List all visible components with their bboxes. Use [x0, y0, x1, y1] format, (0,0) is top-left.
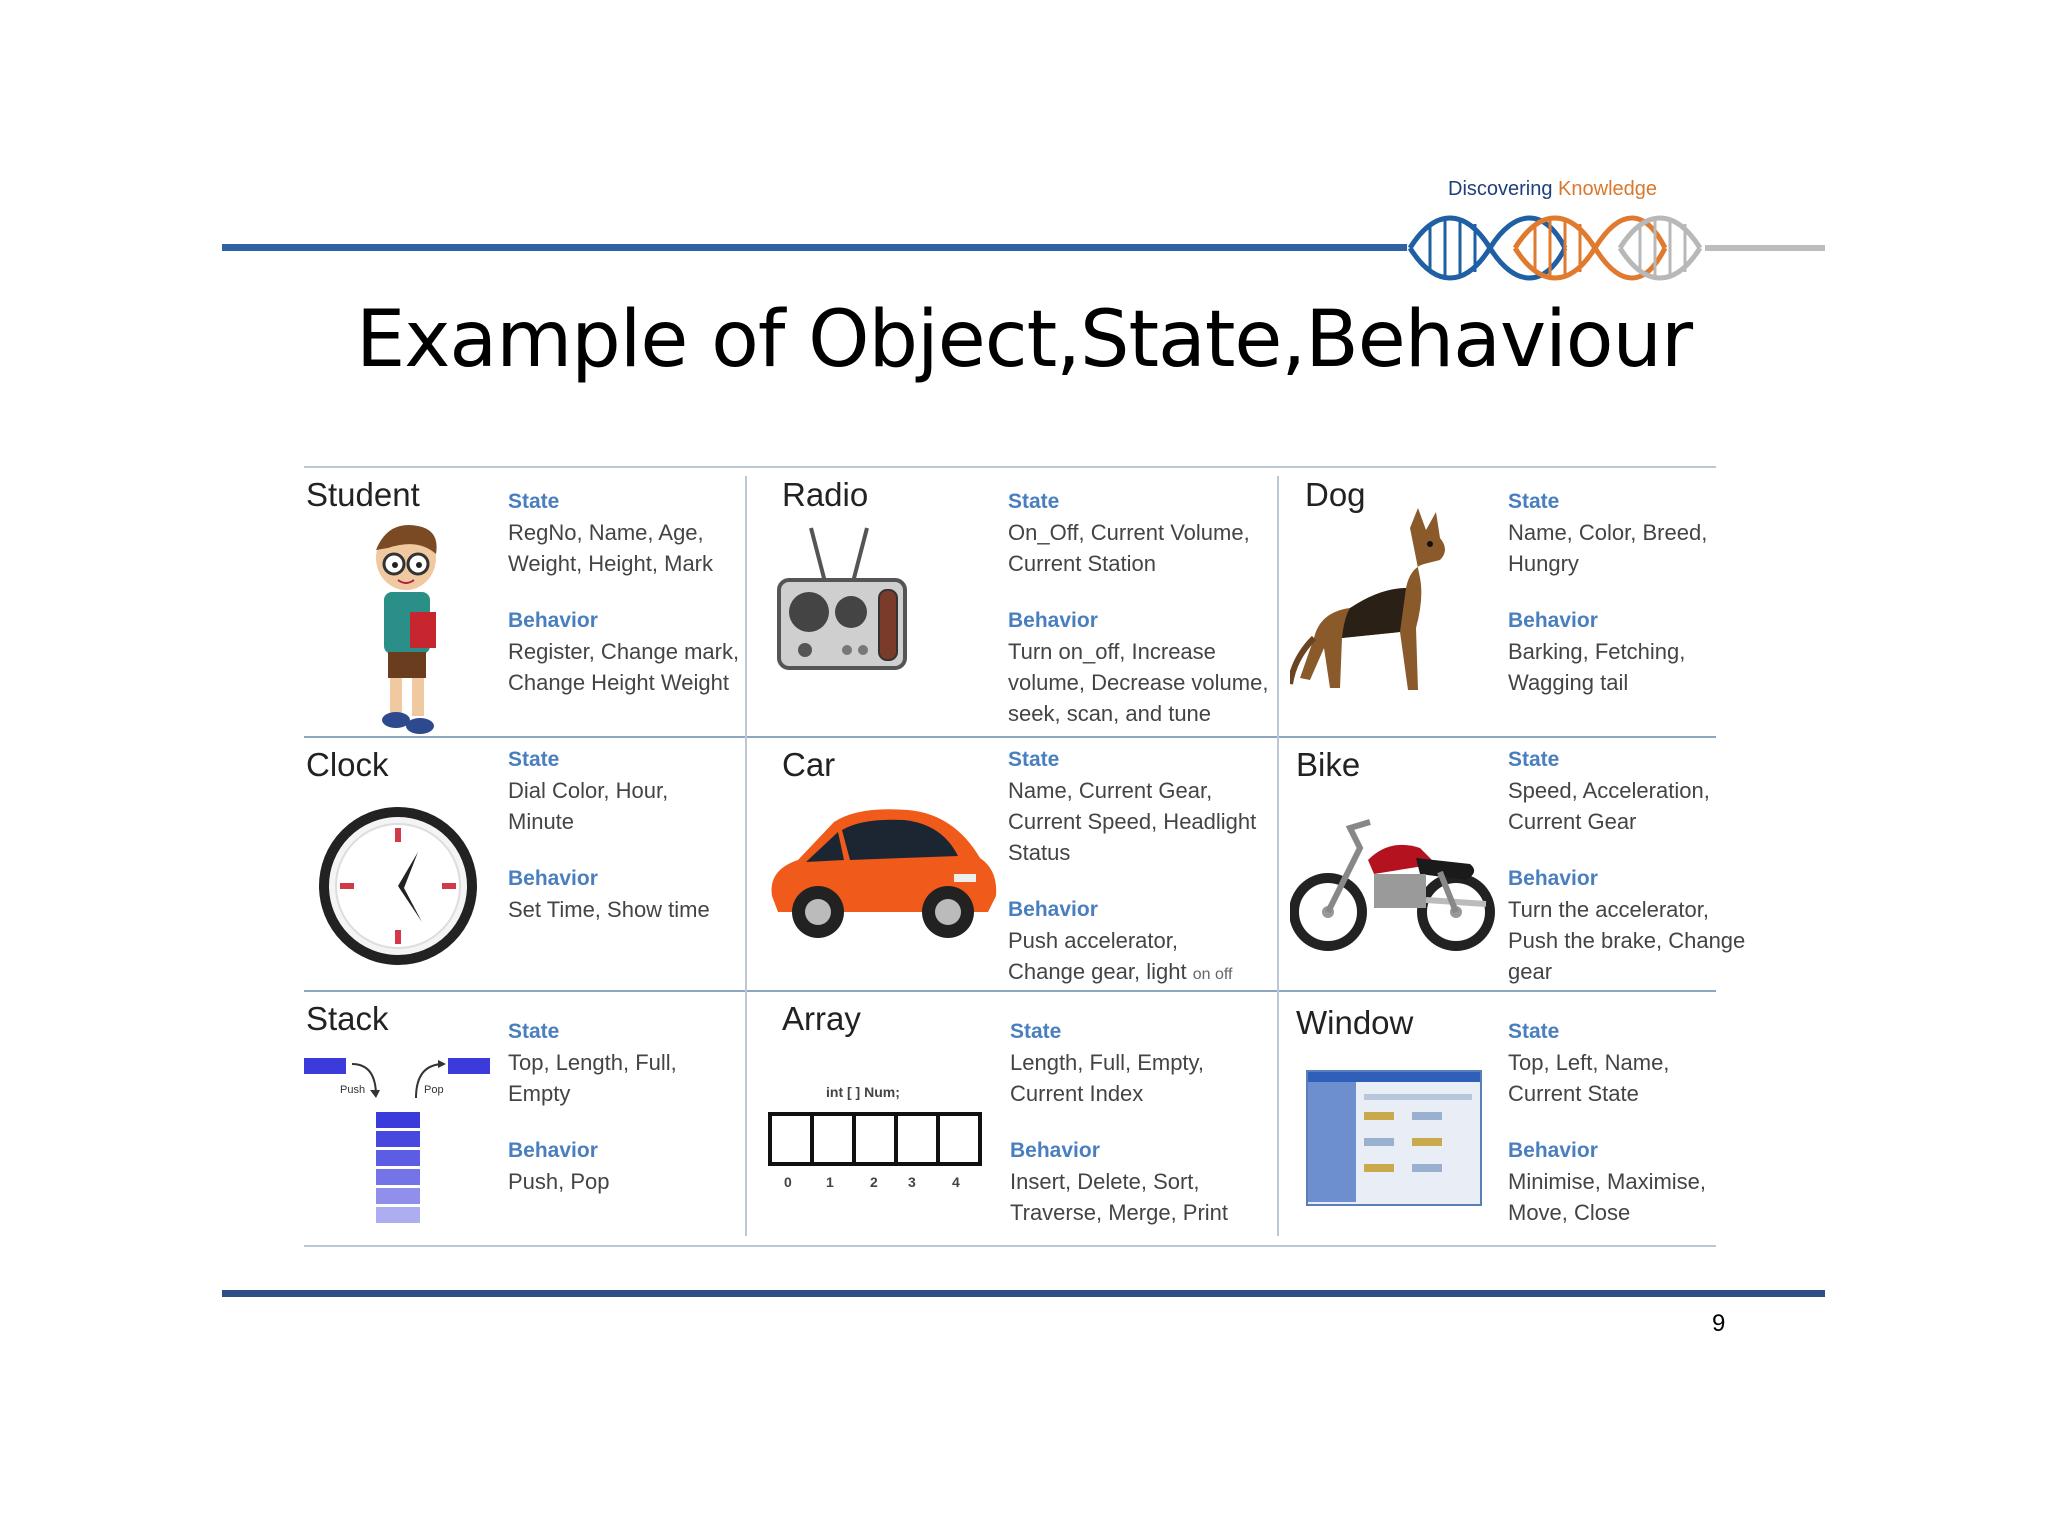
- dog-state-heading: State: [1508, 490, 1560, 513]
- header-rule: [222, 244, 1407, 251]
- array-state-heading: State: [1010, 1020, 1062, 1043]
- brand-word-knowledge: Knowledge: [1558, 178, 1658, 200]
- stack-pop-block: [448, 1058, 490, 1074]
- array-state-line-2: Current Index: [1010, 1081, 1144, 1106]
- student-state-line-2: Weight, Height, Mark: [508, 551, 714, 576]
- car-behavior-heading: Behavior: [1008, 898, 1098, 921]
- array-index: 2: [870, 1174, 878, 1190]
- stack-behavior-heading: Behavior: [508, 1139, 598, 1162]
- stack-column: [376, 1112, 420, 1226]
- dog-behavior-line-2: Wagging tail: [1508, 670, 1629, 695]
- student-state-heading: State: [508, 490, 560, 513]
- stack-info: [508, 1016, 677, 1197]
- student-name: Student: [306, 476, 420, 513]
- array-state-line-1: Length, Full, Empty,: [1010, 1050, 1205, 1075]
- header-rule-grey: [1705, 245, 1825, 251]
- grid-row2: [304, 990, 1716, 992]
- student-info: [508, 486, 739, 698]
- clock-state-line-1: Dial Color, Hour,: [508, 778, 669, 803]
- car-state-line-2: Current Speed, Headlight: [1008, 809, 1257, 834]
- window-behavior-heading: Behavior: [1508, 1139, 1598, 1162]
- array-index: 0: [784, 1174, 792, 1190]
- dog-state-line-2: Hungry: [1508, 551, 1579, 576]
- page-number: 9: [1712, 1310, 1726, 1337]
- radio-name: Radio: [782, 476, 869, 513]
- stack-state-line-1: Top, Length, Full,: [508, 1050, 677, 1075]
- student-behavior-heading: Behavior: [508, 609, 598, 632]
- stack-state-line-2: Empty: [508, 1081, 571, 1106]
- stack-name: Stack: [306, 1000, 389, 1037]
- radio-behavior-heading: Behavior: [1008, 609, 1098, 632]
- window-state-line-2: Current State: [1508, 1081, 1639, 1106]
- student-state-line-1: RegNo, Name, Age,: [508, 520, 704, 545]
- dog-name: Dog: [1305, 476, 1366, 513]
- brand-tagline: [1448, 178, 1657, 201]
- array-name: Array: [782, 1000, 861, 1037]
- bike-name: Bike: [1296, 746, 1361, 783]
- car-state-heading: State: [1008, 748, 1060, 771]
- bike-behavior-heading: Behavior: [1508, 867, 1598, 890]
- car-state-line-1: Name, Current Gear,: [1008, 778, 1213, 803]
- radio-state-heading: State: [1008, 490, 1060, 513]
- grid-top: [304, 466, 1716, 468]
- array-index: 1: [826, 1174, 834, 1190]
- dog-state-line-1: Name, Color, Breed,: [1508, 520, 1708, 545]
- array-behavior-line-2: Traverse, Merge, Print: [1010, 1200, 1229, 1225]
- car-icon: [758, 800, 1003, 945]
- dog-icon: [1290, 508, 1480, 698]
- student-behavior-line-1: Register, Change mark,: [508, 639, 740, 664]
- slide-title: Example of Object,State,Behaviour: [355, 295, 1693, 385]
- grid-bottom: [304, 1245, 1716, 1247]
- array-info: [1010, 1016, 1228, 1228]
- car-state-line-3: Status: [1008, 840, 1071, 865]
- window-behavior-line-2: Move, Close: [1508, 1200, 1631, 1225]
- clock-behavior-heading: Behavior: [508, 867, 598, 890]
- radio-icon: [775, 522, 910, 672]
- bike-state-line-2: Current Gear: [1508, 809, 1637, 834]
- radio-behavior-line-3: seek, scan, and tune: [1008, 701, 1212, 726]
- window-behavior-line-1: Minimise, Maximise,: [1508, 1169, 1707, 1194]
- brand-word-discovering: Discovering: [1448, 178, 1553, 200]
- clock-state-heading: State: [508, 748, 560, 771]
- bike-info: [1508, 744, 1745, 987]
- grid-col2: [1277, 476, 1279, 1236]
- bike-state-heading: State: [1508, 748, 1560, 771]
- bike-state-line-1: Speed, Acceleration,: [1508, 778, 1710, 803]
- footer-rule: [222, 1290, 1825, 1297]
- car-behavior-line-2: [1008, 956, 1256, 990]
- bike-behavior-line-1: Turn the accelerator,: [1508, 897, 1709, 922]
- dog-behavior-heading: Behavior: [1508, 609, 1598, 632]
- student-behavior-line-2: Change Height Weight: [508, 670, 729, 695]
- window-info: [1508, 1016, 1706, 1228]
- clock-name: Clock: [306, 746, 389, 783]
- radio-info: [1008, 486, 1268, 729]
- window-screenshot-icon: [1306, 1070, 1482, 1206]
- stack-state-heading: State: [508, 1020, 560, 1043]
- array-index: 3: [908, 1174, 916, 1190]
- array-boxes: [768, 1112, 982, 1166]
- dna-logo-icon: [1405, 208, 1715, 288]
- array-declaration: int [ ] Num;: [826, 1084, 900, 1100]
- car-info: [1008, 744, 1256, 990]
- radio-state-line-2: Current Station: [1008, 551, 1156, 576]
- clock-behavior-line-1: Set Time, Show time: [508, 897, 710, 922]
- dog-info: [1508, 486, 1707, 698]
- bike-behavior-line-3: gear: [1508, 959, 1553, 984]
- array-behavior-line-1: Insert, Delete, Sort,: [1010, 1169, 1200, 1194]
- clock-state-line-2: Minute: [508, 809, 575, 834]
- student-icon: [358, 520, 458, 735]
- stack-push-block: [304, 1058, 346, 1074]
- bike-behavior-line-2: Push the brake, Change: [1508, 928, 1746, 953]
- radio-behavior-line-2: volume, Decrease volume,: [1008, 670, 1269, 695]
- radio-behavior-line-1: Turn on_off, Increase: [1008, 639, 1216, 664]
- dog-behavior-line-1: Barking, Fetching,: [1508, 639, 1686, 664]
- stack-pop-label: Pop: [424, 1084, 444, 1096]
- clock-icon: [318, 806, 478, 966]
- car-behavior-line-1: Push accelerator,: [1008, 928, 1178, 953]
- car-name: Car: [782, 746, 836, 783]
- radio-state-line-1: On_Off, Current Volume,: [1008, 520, 1250, 545]
- window-name: Window: [1296, 1004, 1414, 1041]
- stack-diagram: [300, 1052, 500, 1232]
- stack-push-label: Push: [340, 1084, 366, 1096]
- window-state-line-1: Top, Left, Name,: [1508, 1050, 1670, 1075]
- array-index: 4: [952, 1174, 960, 1190]
- motorbike-icon: [1290, 808, 1495, 953]
- car-behavior-on-off: on off: [1192, 966, 1233, 983]
- stack-behavior-line-1: Push, Pop: [508, 1169, 610, 1194]
- grid-row1: [304, 736, 1716, 738]
- array-behavior-heading: Behavior: [1010, 1139, 1100, 1162]
- car-behavior-line-2-text: Change gear, light: [1008, 959, 1187, 984]
- window-state-heading: State: [1508, 1020, 1560, 1043]
- clock-info: [508, 744, 710, 925]
- grid-col1: [745, 476, 747, 1236]
